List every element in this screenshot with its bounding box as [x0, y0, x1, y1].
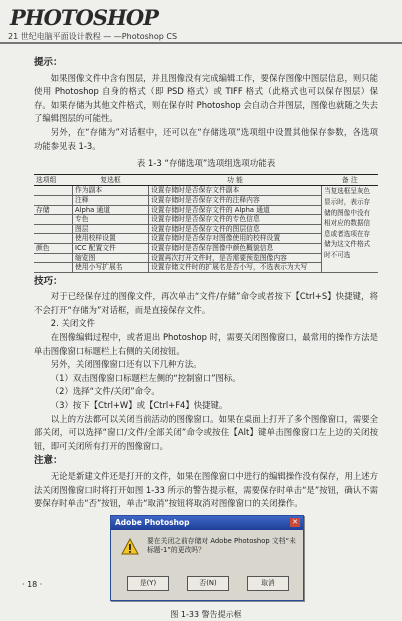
option-group-cell: [34, 215, 73, 225]
skill-heading: 技巧：: [34, 275, 63, 287]
page-content: [34, 56, 378, 619]
option-group-cell: [34, 234, 73, 244]
figure-1-33: [34, 515, 378, 619]
option-group-cell: 存储: [34, 205, 73, 215]
table-header-cell: 复选框: [73, 174, 149, 186]
function-cell: 设置存储时是否保存对图像使用的校样设置: [149, 234, 322, 244]
section-paragraph-2: 另外，关闭图像窗口还有以下几种方法。: [50, 359, 202, 370]
option-group-cell: 颜色: [34, 243, 73, 253]
yes-button[interactable]: 是(Y): [127, 576, 169, 591]
table-caption: 表 1-3 “存储选项”选项组选项功能表: [136, 159, 276, 170]
section-heading: 2. 关闭文件: [50, 318, 95, 329]
table-header-cell: 备 注: [322, 174, 379, 186]
option-group-cell: [34, 263, 73, 273]
function-cell: 设置存储时是否保存文件副本: [149, 186, 322, 196]
function-cell: 设置存储时是否保存图像中颜色概貌信息: [149, 243, 322, 253]
checkbox-name-cell: 作为副本: [73, 186, 149, 196]
figure-caption: 图 1-33 警告提示框: [170, 609, 242, 619]
checkbox-name-cell: 注释: [73, 195, 149, 205]
checkbox-name-cell: 使用校样设置: [73, 234, 149, 244]
table-header-row: [34, 174, 378, 186]
save-warning-dialog: [110, 515, 304, 601]
note-heading: 注意：: [34, 455, 63, 467]
no-button[interactable]: 否(N): [187, 576, 229, 591]
note-paragraph: 无论是新建文件还是打开的文件，如果在图像窗口中进行的编辑操作没有保存，用上述方法关闭图像窗口时将打开如图 1-33 所示的警告提示框，需要保存时单击“是”按钮，确认不需要保存时单击“否”按钮，单击“取消”按钮将取消对图像窗口的关闭操作。: [34, 471, 378, 509]
checkbox-name-cell: 图层: [73, 224, 149, 234]
tip-paragraph-2: 另外，在“存储为”对话框中，还可以在“存储选项”选项组中设置其他保存参数，各选项功能参见表 1-3。: [34, 126, 378, 151]
function-cell: 设置再次打开文件时，是否需要预览图像内容: [149, 253, 322, 263]
photoshop-logo: PHOTOSHOP: [10, 5, 158, 30]
page-header: [0, 0, 402, 46]
step-item: （3）按下【Ctrl+W】或【Ctrl+F4】快捷键。: [50, 400, 228, 411]
dialog-titlebar: Adobe Photoshop: [111, 516, 303, 530]
checkbox-name-cell: Alpha 通道: [73, 205, 149, 215]
table-header-cell: 选项组: [34, 174, 73, 186]
table-body: [34, 186, 378, 272]
warning-icon: [121, 538, 139, 556]
section-paragraph-3: 以上的方法都可以关闭当前活动的图像窗口。如果在桌面上打开了多个图像窗口，需要全部关闭，可以选择“窗口/文件/全部关闭”命令或按住【Alt】键单击图像窗口左上边的关闭按钮，即可关闭所有打开的图像窗口。: [34, 413, 378, 451]
function-cell: 设置存储时是否保存文件的图层信息: [149, 224, 322, 234]
tip-paragraph-1: 如果图像文件中含有图层，并且图像没有完成编辑工作，要保存图像中图层信息，则只能使用 Photoshop 自身的格式（即 PSD 格式）或 TIFF 格式（此格式也可以保存图层）保存。如果存储为其他文件格式，则在保存时 Photoshop 会自动合并图层，图像也就随之失去了编辑图层的可能性。: [34, 72, 378, 124]
dialog-message: 要在关闭之前存储对 Adobe Photoshop 文档“未标题-1”的更改吗？: [147, 536, 296, 554]
function-cell: 设置存储时是否保存文件的专色信息: [149, 215, 322, 225]
option-group-cell: [34, 186, 73, 196]
checkbox-name-cell: 专色: [73, 215, 149, 225]
step-item: （1）双击图像窗口标题栏左侧的“控制窗口”图标。: [50, 372, 241, 383]
skill-paragraph: 对于已经保存过的图像文件，再次单击“文件/存储”命令或者按下【Ctrl+S】快捷键，将不会打开“存储为”对话框，而是直接保存文件。: [34, 291, 378, 315]
option-group-cell: [34, 253, 73, 263]
checkbox-name-cell: ICC 配置文件: [73, 243, 149, 253]
series-title: 21 世纪电脑平面设计教程 — —Photoshop CS: [8, 32, 178, 41]
table-row: [34, 186, 378, 196]
option-group-cell: [34, 224, 73, 234]
table-header-cell: 功 能: [149, 174, 322, 186]
page-number: · 18 ·: [22, 580, 43, 589]
function-cell: 设置存储时是否保存文件的 Alpha 通道: [149, 205, 322, 215]
section-paragraph-1: 在图像编辑过程中，或者退出 Photoshop 时，需要关闭图像窗口，最常用的操作方法是单击图像窗口标题栏上右侧的关闭按钮。: [34, 332, 378, 356]
remark-cell: 当复选框呈灰色显示时，表示存储的图像中没有相对应的数据信息或者选项在存储为这文件格式时不可选: [322, 186, 379, 272]
save-options-table: [34, 174, 378, 273]
checkbox-name-cell: 缩览图: [73, 253, 149, 263]
step-item: （2）选择“文件/关闭”命令。: [50, 386, 160, 397]
checkbox-name-cell: 使用小写扩展名: [73, 263, 149, 273]
close-icon[interactable]: ✕: [290, 518, 300, 527]
function-cell: 设置存储时是否保存文件的注释内容: [149, 195, 322, 205]
cancel-button[interactable]: 取消: [247, 576, 289, 591]
header-rule: [0, 42, 402, 44]
option-group-cell: [34, 195, 73, 205]
function-cell: 设置存储文件时的扩展名是否小写，不选表示为大写: [149, 263, 322, 273]
tip-heading: 提示：: [34, 57, 63, 68]
